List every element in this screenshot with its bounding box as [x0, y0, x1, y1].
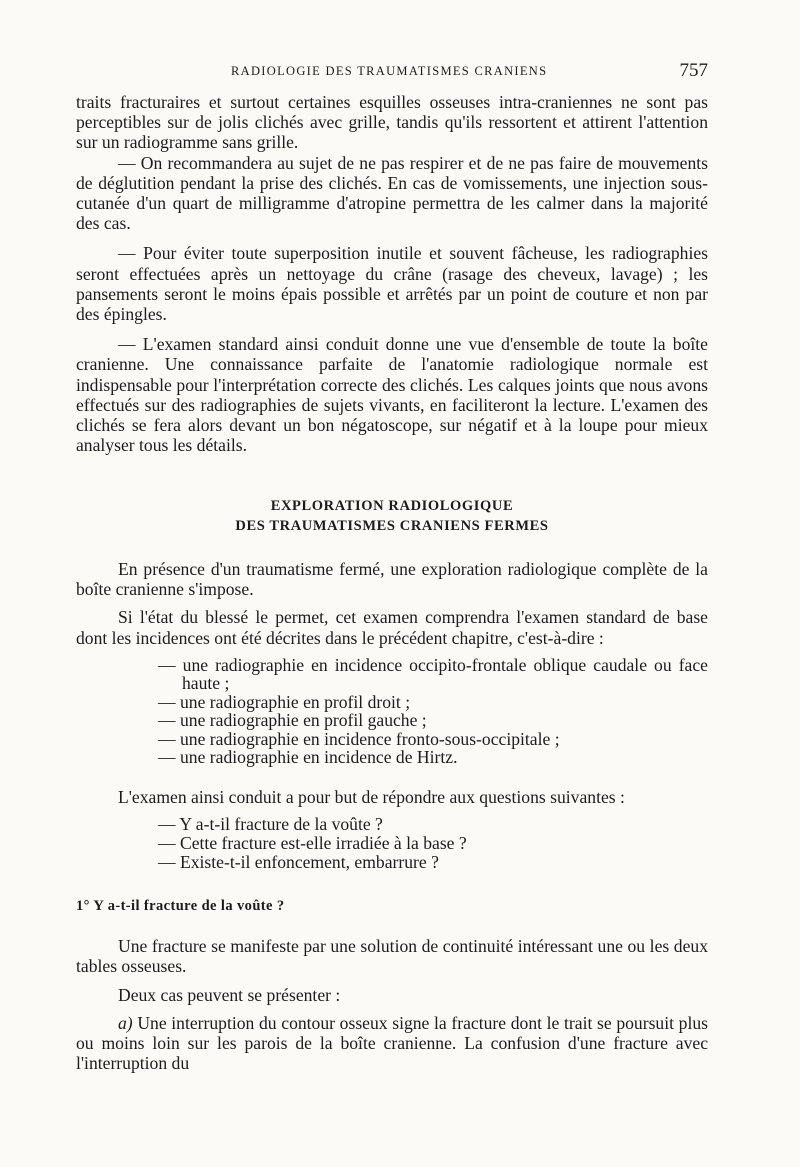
paragraph-deux-cas: Deux cas peuvent se présenter : [118, 984, 341, 1005]
list-item: — une radiographie en incidence fronto-sous-occipitale ; [158, 730, 708, 749]
section-title [76, 497, 708, 536]
list-item: — une radiographie en profil droit ; [158, 693, 708, 712]
incidences-list [158, 656, 708, 767]
paragraph-examen-but: L'examen ainsi conduit a pour but de répondre aux questions suivantes : [118, 786, 625, 807]
questions-list [158, 815, 708, 872]
paragraph-respiration: — On recommandera au sujet de ne pas respirer et de ne pas faire de mouvements de déglutition pendant la prise des clichés. En cas de vomissements, une injection sous-cutanée d'un quart de milligramme d'atropine permettra de les calmer dans la majorité des cas. [76, 152, 708, 234]
list-item: — une radiographie en incidence occipito-frontale oblique caudale ou face haute ; [158, 656, 708, 693]
subheading-fracture-voute: 1° Y a-t-il fracture de la voûte ? [76, 898, 285, 915]
paragraph-examen-standard: — L'examen standard ainsi conduit donne une vue d'ensemble de toute la boîte cranienne. Une connaissance parfaite de l'anatomie radiologique normale est indispensable pour l'interprétation correcte des clichés. Les calques joints que nous avons effectués sur des radiographies de sujets vivants, en faciliteront la lecture. L'examen des clichés se fera alors devant un bon négatoscope, sur négatif et à la loupe pour mieux analyser tous les détails. [76, 334, 708, 456]
paragraph-cas-a [76, 1013, 708, 1074]
case-label: a) [118, 1012, 133, 1033]
section-title-line-1: EXPLORATION RADIOLOGIQUE [270, 498, 514, 514]
page-number: 757 [679, 60, 708, 81]
list-item: — Existe-t-il enfoncement, embarrure ? [158, 853, 708, 872]
paragraph-superposition: — Pour éviter toute superposition inutile et souvent fâcheuse, les radiographies seront effectuées après un nettoyage du crâne (rasage des cheveux, lavage) ; les pansements seront le moins épais possible et arrêtés par un point de couture et non par des épingles. [76, 243, 708, 325]
list-item: — une radiographie en incidence de Hirtz. [158, 748, 708, 767]
intro-text [76, 92, 708, 455]
section-body [76, 559, 708, 1073]
list-item: — Cette fracture est-elle irradiée à la base ? [158, 834, 708, 853]
case-a-text: Une interruption du contour osseux signe la fracture dont le trait se poursuit plus ou moins loin sur les parois de la boîte cranienne. La confusion d'une fracture avec l'interruption du [76, 1012, 708, 1074]
paragraph-continued: traits fracturaires et surtout certaines esquilles osseuses intra-craniennes ne sont pas perceptibles sur de jolis clichés avec grille, tandis qu'ils ressortent et attirent l'attention sur un radiogramme sans grille. [76, 92, 708, 153]
list-item: — une radiographie en profil gauche ; [158, 711, 708, 730]
running-title: RADIOLOGIE DES TRAUMATISMES CRANIENS [231, 64, 548, 78]
list-item: — Y a-t-il fracture de la voûte ? [158, 815, 708, 834]
paragraph-solution-continuite: Une fracture se manifeste par une solution de continuité intéressant une ou les deux tables osseuses. [76, 936, 708, 977]
paragraph-presence: En présence d'un traumatisme fermé, une exploration radiologique complète de la boîte cranienne s'impose. [76, 559, 708, 600]
section-title-line-2: DES TRAUMATISMES CRANIENS FERMES [235, 517, 549, 534]
paragraph-etat-blesse: Si l'état du blessé le permet, cet examen comprendra l'examen standard de base dont les incidences ont été décrites dans le précédent chapitre, c'est-à-dire : [76, 607, 708, 648]
page-header [76, 60, 708, 84]
